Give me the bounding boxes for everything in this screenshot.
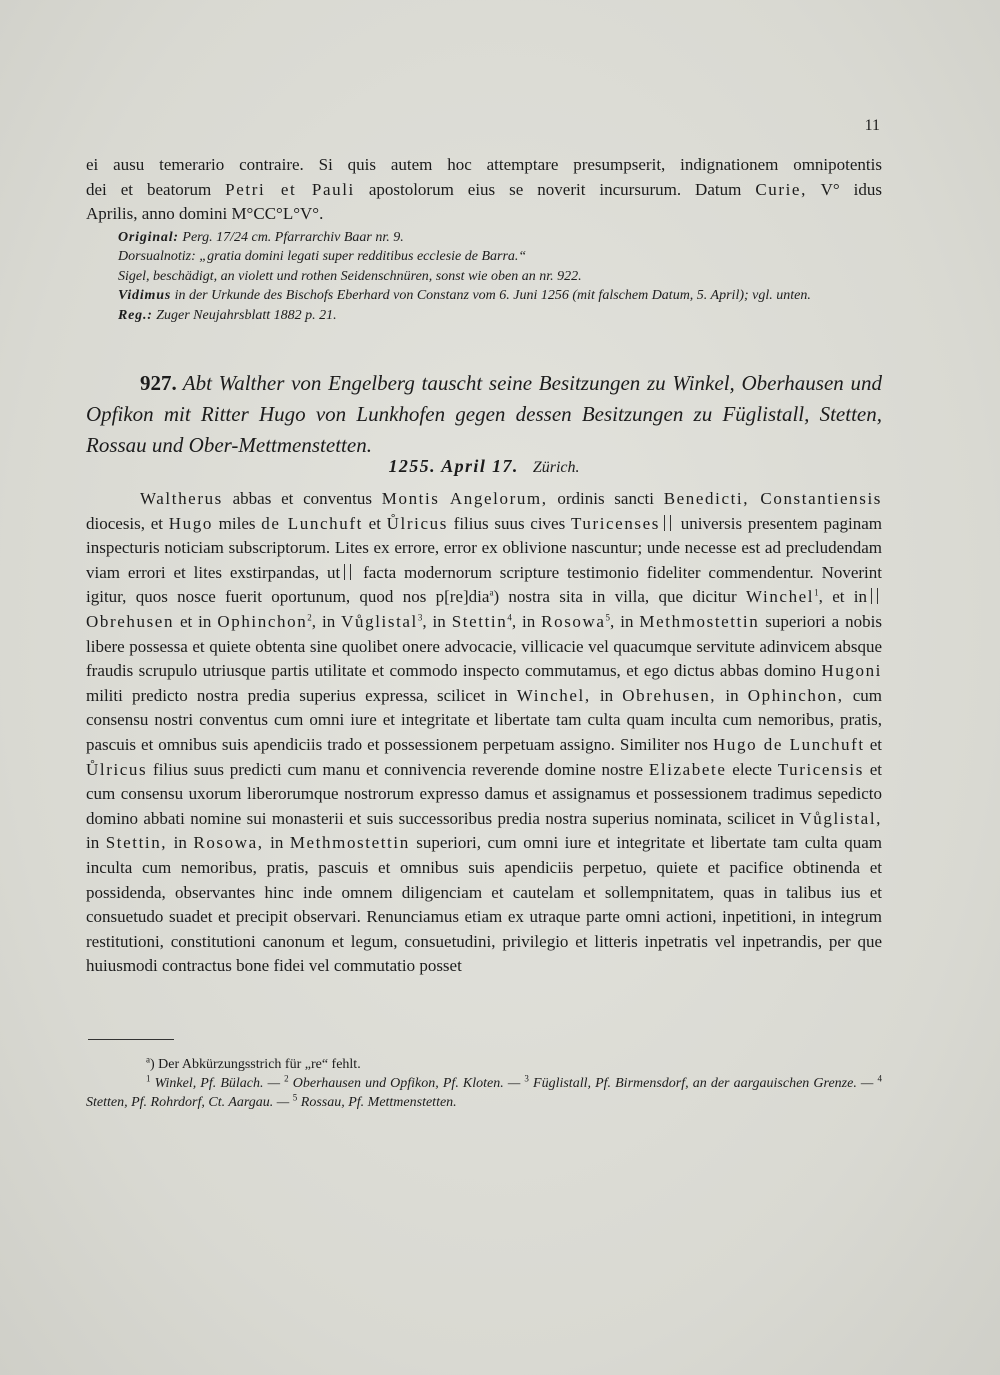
name-petri-pauli: Petri et Pauli — [225, 179, 355, 199]
note-reg — [86, 306, 882, 325]
place-stettin: Stettin, — [105, 833, 168, 853]
footnote-ref-5: 5 — [605, 612, 611, 623]
text-seg: abbas et conventus — [222, 489, 382, 508]
text-seg: filius suus predicti cum manu et connivencia reverende domine nostre — [147, 759, 649, 779]
opening-line-1-text: ei ausu temerario contraire. Si quis autem hoc attemptare presumpserit, indignationem omnipotentis — [86, 155, 882, 174]
opening-line-3 — [86, 202, 882, 227]
text-seg: , et in — [818, 587, 867, 607]
document-date: 1255. April 17. — [388, 456, 519, 476]
date-line — [86, 456, 882, 477]
footnote-ref-a: a — [489, 587, 494, 598]
opening-line-2-a: dei et beatorum — [86, 179, 226, 199]
footnote-a-text: ) Der Abkürzungsstrich für „re“ fehlt. — [150, 1057, 361, 1072]
original-text: Perg. 17/24 cm. Pfarrarchiv Baar nr. 9. — [178, 230, 404, 245]
text-seg: in — [263, 833, 290, 853]
opening-line-1 — [86, 153, 882, 178]
place-curie: Curie, — [755, 179, 807, 199]
footnote-a — [86, 1055, 882, 1074]
note-sigel — [86, 267, 882, 286]
dorsual-text: „gratia domini legati super redditibus ecclesie de Barra.“ — [195, 249, 527, 265]
place-ophinchon: Ophinchon, — [747, 685, 844, 705]
archival-notes — [86, 228, 882, 325]
document-heading — [86, 368, 882, 461]
name-turicenses: Turicenses — [570, 513, 661, 533]
footnote-ref-1: 1 — [814, 587, 819, 598]
name-hugo-de-lunchuft: Hugo de Lunchuft — [713, 734, 865, 754]
text-seg: ordinis sancti — [547, 489, 664, 508]
footnotes — [86, 1055, 882, 1113]
place-rosowa: Rosowa — [541, 611, 606, 631]
place-methmostettin: Methmostettin — [639, 611, 760, 631]
text-seg: , in — [610, 611, 640, 631]
name-elizabete: Elizabete — [648, 759, 727, 779]
text-seg: et — [864, 734, 882, 754]
footnote-ref-4: 4 — [507, 612, 512, 623]
footnote-2-mark: 2 — [284, 1073, 289, 1084]
text-seg: in — [167, 833, 194, 853]
text-seg: in — [716, 685, 748, 705]
footnote-divider — [88, 1039, 174, 1040]
reg-label: Reg.: — [118, 307, 153, 323]
place-obrehusen: Obrehusen, — [622, 685, 717, 705]
place-methmostettin: Methmostettin — [289, 833, 410, 853]
footnote-ref-3: 3 — [417, 612, 423, 623]
text-seg: et — [362, 513, 387, 533]
text-seg: et in — [174, 611, 218, 631]
text-seg: filius suus cives — [447, 513, 571, 533]
name-hugo: Hugo — [168, 513, 213, 533]
opening-line-2 — [86, 178, 882, 203]
opening-paragraph — [86, 153, 882, 227]
line-break-marker — [344, 564, 351, 580]
text-seg: , in — [422, 611, 452, 631]
footnote-ref-2: 2 — [307, 612, 312, 623]
name-benedicti-constantiensis: Benedicti, Constantiensis — [663, 489, 882, 508]
page-number: 11 — [864, 117, 880, 134]
document-place: Zürich. — [532, 459, 580, 476]
text-seg: diocesis, et — [86, 513, 169, 533]
place-vuglistal: Vůglistal — [341, 611, 418, 631]
note-dorsual — [86, 247, 882, 266]
text-seg: electe — [726, 759, 778, 779]
place-stettin: Stettin — [451, 611, 508, 631]
footnote-1-mark: 1 — [146, 1073, 151, 1084]
name-waltherus: Waltherus — [140, 489, 223, 508]
place-winchel: Winchel — [746, 587, 815, 607]
footnote-4-mark: 4 — [877, 1073, 882, 1084]
opening-line-3-text: Aprilis, anno domini M°CC°L°V°. — [86, 204, 324, 224]
place-rosowa: Rosowa, — [193, 833, 264, 853]
note-original — [86, 228, 882, 247]
place-ophinchon: Ophinchon — [217, 611, 308, 631]
text-seg: superiori, cum omni iure et integritate et libertate tam culta quam inculta cum nemoribus, pratis, pascuis et omnibus suis apendiciis perpetuo, quiete et pacifice obtinenda et possidenda, observantes hinc inde omnem diligenciam et cautelam et sollempnitatem, quas in talibus ius et consuetudo suadet et precipit observari. Renunciamus etiam ex utraque parte omni actioni, inpetitioni, in integrum restitutioni, constitutioni canonum et legum, consuetudini, privilegio et litteris inpetratis vel inpetrandis, per que huiusmodi contractus bone fidei vel commutatio posset — [86, 833, 882, 976]
text-seg: , in — [311, 611, 342, 631]
footnote-3-mark: 3 — [524, 1073, 529, 1084]
opening-line-2-b: apostolorum eius se noverit incursurum. Datum — [354, 179, 756, 199]
footnote-2-text: Oberhausen und Opfikon, Pf. Kloten. — — [288, 1076, 525, 1092]
name-montis-angelorum: Montis Angelorum, — [381, 489, 548, 508]
line-break-marker — [871, 588, 878, 604]
vidimus-label: Vidimus — [118, 288, 172, 304]
opening-line-2-c: V° idus — [806, 179, 882, 199]
name-turicensis: Turicensis — [777, 759, 864, 779]
vidimus-text: in der Urkunde des Bischofs Eberhard von Constanz vom 6. Juni 1256 (mit falschem Datum, 5. April); vgl. unten. — [171, 288, 811, 304]
footnote-3-text: Füglistall, Pf. Birmensdorf, an der aargauischen Grenze. — — [528, 1076, 878, 1092]
name-ulricus: Ůlricus — [386, 513, 448, 533]
sigel-text: Sigel, beschädigt, an violett und rothen Seidenschnüren, sonst wie oben an nr. 922. — [118, 268, 582, 284]
text-seg: miles — [212, 513, 262, 533]
document-number: 927. — [140, 371, 177, 395]
text-seg: in — [590, 685, 623, 705]
name-ulricus: Ůlricus — [86, 759, 148, 779]
reg-text: Zuger Neujahrsblatt 1882 p. 21. — [152, 307, 337, 323]
text-seg: cum consensu nostri conventus cum omni iure et integritate et libertate tam culta quam inculta cum nemoribus, pratis, pascuis et omnibus suis apendiciis trado et possessionem perpetuam assigno. Similiter nos — [86, 685, 882, 754]
footnote-5-text: Rossau, Pf. Mettmenstetten. — [297, 1095, 457, 1111]
footnote-1-text: Winkel, Pf. Bülach. — — [150, 1076, 285, 1092]
text-seg: in — [86, 833, 106, 853]
footnote-places — [86, 1074, 882, 1112]
text-seg: militi predicto nostra predia superius expressa, scilicet in — [86, 685, 517, 705]
text-seg: , in — [511, 611, 542, 631]
place-vuglistal: Vůglistal, — [799, 808, 882, 828]
line-break-marker — [664, 515, 671, 531]
footnote-4-text: Stetten, Pf. Rohrdorf, Ct. Aargau. — — [86, 1095, 293, 1111]
text-seg: superiori a nobis libere possessa et quiete obtenta sine quolibet onere advocacie, villicacie vel quacumque servitute adinvicem absque fraudis scrupulo utriusque partis utilitate et commodo inspecto commutamus, et ego dictus abbas domino — [86, 611, 882, 681]
footnote-a-mark: a — [146, 1054, 150, 1065]
charter-text — [86, 487, 882, 979]
note-vidimus — [86, 286, 882, 305]
name-de-lunchuft: de Lunchuft — [261, 513, 363, 533]
original-label: Original: — [118, 230, 179, 245]
text-seg: facta modernorum scripture testimonio fideliter commendentur. Noverint igitur, quos nosce fuerit oportunum, quod nos p[re]dia — [86, 562, 882, 607]
charter-paragraph — [86, 487, 882, 979]
document-title: Abt Walther von Engelberg tauscht seine Besitzungen zu Winkel, Oberhausen und Opfikon mit Ritter Hugo von Lunkhofen gegen dessen Besitzungen zu Füglistall, Stetten, Rossau und Ober-Mettmenstetten. — [86, 371, 882, 457]
text-seg: et cum consensu uxorum liberorumque nostrorum expresso damus et assignamus et possessionem tradimus sepedicto domino abbati nomine sui monasterii et suis successoribus predia nostra superius nominata, scilicet in — [86, 759, 882, 828]
dorsual-label: Dorsualnotiz: — [118, 249, 196, 265]
footnote-5-mark: 5 — [292, 1092, 298, 1103]
place-obrehusen: Obrehusen — [86, 611, 175, 631]
name-hugoni: Hugoni — [821, 661, 882, 681]
text-seg: universis presentem paginam inspecturis noticiam subscriptorum. Lites ex errore, error ex oblivione nascuntur; unde necesse est ad precludendam viam errori et lites exstirpandas, ut — [86, 513, 882, 582]
place-winchel: Winchel, — [516, 685, 591, 705]
text-seg: ) nostra sita in villa, que dicitur — [493, 587, 747, 607]
